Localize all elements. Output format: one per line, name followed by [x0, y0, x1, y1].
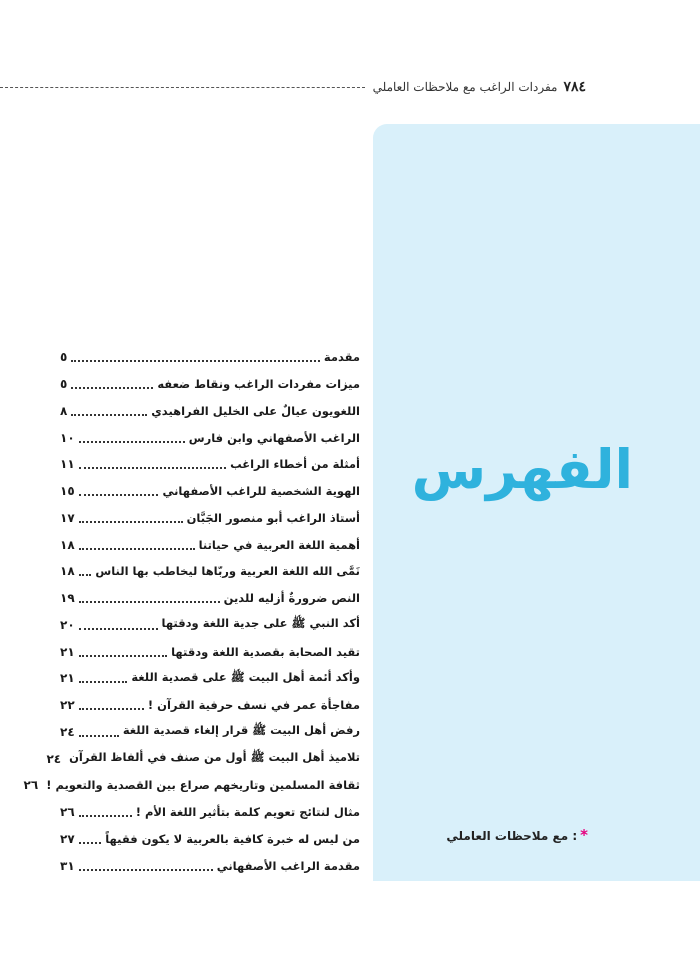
toc-entry[interactable] [60, 558, 360, 585]
toc-entry-title: أمثلة من أخطاء الراغب [230, 457, 360, 472]
toc-entry-page: ٢٤ [46, 751, 62, 766]
toc-entry-title: مثال لنتائج تعويم كلمة بتأثير اللغة الأم ! [135, 805, 360, 820]
toc-entry[interactable] [60, 719, 360, 746]
toc-entry[interactable] [60, 478, 360, 505]
toc-entry[interactable] [46, 745, 360, 772]
toc-entry-title: مقدمة [323, 350, 360, 365]
toc-entry-page: ١٧ [60, 510, 75, 525]
title-panel [373, 124, 700, 881]
toc-entry[interactable] [60, 612, 360, 639]
toc-leader-dots [79, 564, 92, 576]
toc-entry[interactable] [60, 692, 360, 719]
toc-entry[interactable] [60, 585, 360, 612]
toc-entry-page: ١٠ [60, 430, 75, 445]
toc-entry-title: أكد النبي ﷺ على جدية اللغة ودقتها [161, 616, 360, 631]
toc-entry[interactable] [60, 371, 360, 398]
toc-entry[interactable] [60, 826, 360, 853]
toc-leader-dots [71, 377, 153, 389]
toc-entry-page: ٣١ [60, 858, 75, 873]
toc-leader-dots [79, 645, 167, 657]
toc-entry[interactable] [60, 531, 360, 558]
footnote [373, 826, 588, 844]
toc-entry-page: ٢٦ [23, 778, 39, 793]
toc-leader-dots [79, 484, 159, 496]
toc-entry-title: الهوية الشخصية للراغب الأصفهاني [162, 484, 360, 499]
toc-entry-page: ٥ [60, 377, 68, 392]
toc-leader-dots [79, 805, 132, 817]
toc-entry-title: ثقافة المسلمين وتاريخهم صراع بين القصدية والتعويم ! [46, 778, 360, 793]
toc-entry-page: ١١ [60, 457, 75, 472]
header-rule [0, 87, 365, 88]
toc-leader-dots [79, 725, 119, 737]
toc-entry[interactable] [60, 852, 360, 879]
toc-entry-title: اللغويون عيالٌ على الخليل الفراهيدي [151, 403, 360, 418]
toc-entry-page: ٢٠ [60, 617, 75, 632]
toc-entry-title: أستاذ الراغب أبو منصور الجَبَّان [186, 510, 360, 525]
toc-entry-title: النص ضرورةٌ أزليه للدين [223, 591, 360, 606]
toc-entry-page: ١٨ [60, 537, 75, 552]
toc-entry-page: ٢١ [60, 644, 75, 659]
toc-leader-dots [79, 671, 128, 683]
toc-entry[interactable] [60, 424, 360, 451]
toc-entry-page: ٥ [60, 350, 68, 365]
asterisk-icon: * [580, 826, 588, 844]
toc-entry-page: ٨ [60, 403, 68, 418]
running-header [0, 76, 586, 98]
toc-entry-title: من ليس له خبرة كافية بالعربية لا يكون فقيهاً [105, 831, 360, 846]
toc-leader-dots [79, 538, 195, 550]
toc-entry[interactable] [60, 451, 360, 478]
toc-entry-title: الراغب الأصفهاني وابن فارس [188, 430, 360, 445]
toc-entry[interactable] [60, 799, 360, 826]
page-title: الفهرس [411, 438, 633, 501]
toc-leader-dots [71, 404, 147, 416]
toc-leader-dots [79, 511, 183, 523]
toc-leader-dots [79, 832, 102, 844]
toc-entry-page: ١٩ [60, 591, 75, 606]
toc-entry[interactable] [60, 665, 360, 692]
toc-entry-page: ٢٦ [60, 805, 75, 820]
toc-entry-page: ٢٧ [60, 831, 75, 846]
toc-entry-page: ٢٤ [60, 724, 75, 739]
toc-leader-dots [71, 350, 320, 362]
toc-leader-dots [79, 698, 144, 710]
toc-leader-dots [79, 859, 213, 871]
toc-entry-title: مفاجأة عمر في نسف حرفية القرآن ! [147, 698, 360, 713]
toc-entry-page: ٢٢ [60, 698, 75, 713]
toc-entry[interactable] [60, 638, 360, 665]
toc-entry-title: تلاميذ أهل البيت ﷺ أول من صنف في ألفاظ القرآن [69, 750, 360, 765]
toc-leader-dots [79, 618, 158, 630]
toc-entry-title: ميزات مفردات الراغب ونقاط ضعفه [157, 377, 360, 392]
toc-entry-title: رفض أهل البيت ﷺ قرار إلغاء قصدية اللغة [122, 723, 360, 738]
toc-entry-page: ٢١ [60, 671, 75, 686]
footnote-text: : مع ملاحظات العاملي [446, 829, 578, 843]
toc-leader-dots [79, 591, 220, 603]
table-of-contents [23, 344, 360, 879]
toc-entry-page: ١٨ [60, 564, 75, 579]
toc-entry[interactable] [23, 772, 360, 799]
toc-leader-dots [79, 457, 226, 469]
toc-entry-title: أهمية اللغة العربية في حياتنا [198, 537, 360, 552]
running-title: مفردات الراغب مع ملاحظات العاملي [372, 80, 558, 94]
toc-entry-title: نَمَّى الله اللغة العربية وربّاها ليخاطب بها الناس [95, 564, 360, 579]
toc-entry-title: تقيد الصحابة بقصدية اللغة ودقتها [171, 644, 360, 659]
toc-entry-title: وأكد أئمة أهل البيت ﷺ على قصدية اللغة [131, 669, 360, 684]
toc-entry[interactable] [60, 398, 360, 425]
toc-leader-dots [79, 431, 185, 443]
toc-entry[interactable] [60, 505, 360, 532]
toc-entry-page: ١٥ [60, 484, 75, 499]
toc-entry[interactable] [60, 344, 360, 371]
page-number: ٧٨٤ [563, 79, 586, 95]
toc-entry-title: مقدمة الراغب الأصفهاني [216, 858, 360, 873]
